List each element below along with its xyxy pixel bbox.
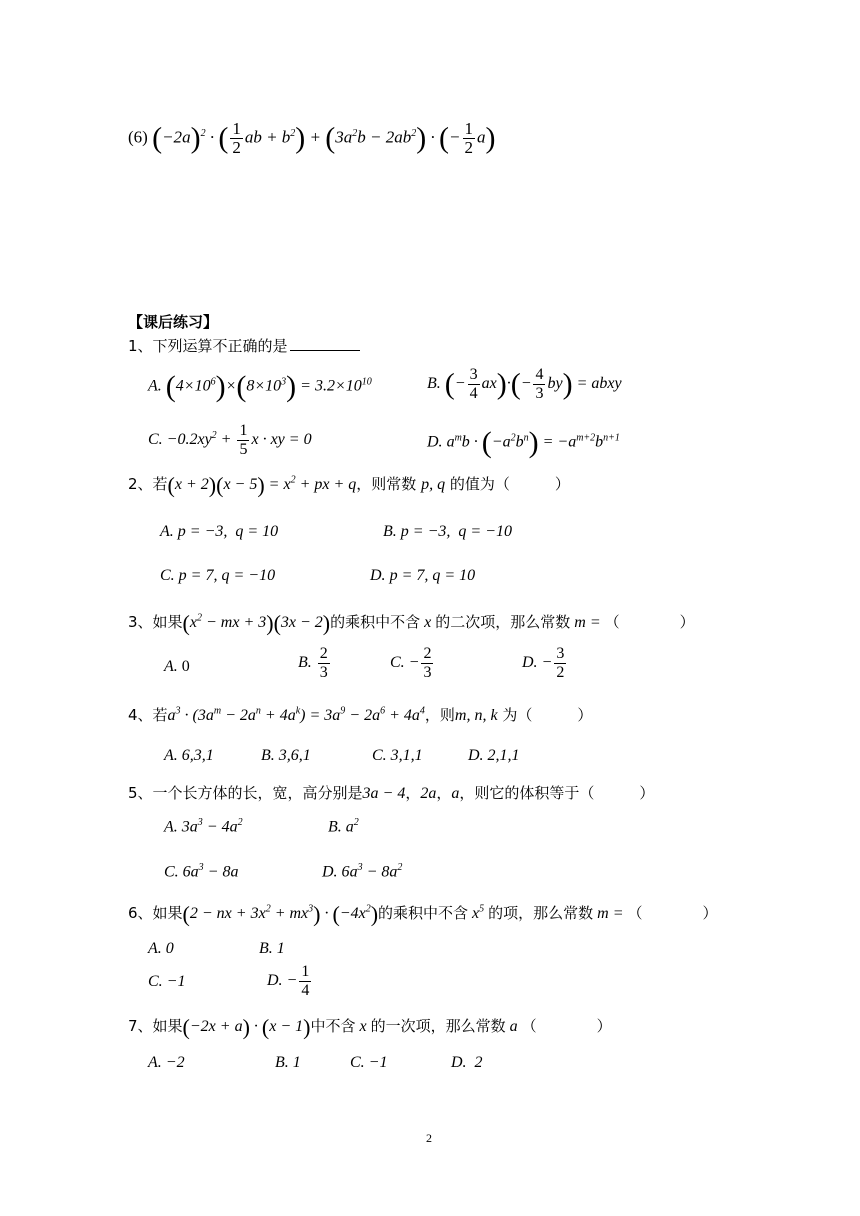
q1-option-c: C. $-0.2xy^2$ + $\frac{1}{5}$ x · xy = 0 [148,422,312,458]
question-6-stem: 6、如果(2 − nx + $3x^2 + mx^3) \cdot (-4x^2)$的乘积中不含 $x^5$ 的项，那么常数 m = （ ） [128,901,718,927]
q7-option-c: C. −1 [350,1054,388,1071]
q7-option-d: D. 2 [451,1054,483,1071]
q3-option-d: D. − $\frac{3}{2}$ [522,645,565,681]
q3-option-a: A. 0 [164,658,190,675]
q3-option-b: B. $\frac{2}{3}$ [298,645,328,681]
q4-option-d: D. 2,1,1 [468,747,520,764]
q5-option-d: D. $6a^3 - 8a^2$ [322,862,403,881]
q2-option-d: D. p = 7, q = 10 [370,567,476,584]
q5-option-c: C. $6a^3 - 8a$ [164,862,239,881]
q5-option-a: A. $3a^3 - 4a^2$ [164,817,243,836]
q1-option-d: D. $a^mb \cdot (-a^2b^n) = -a^{m+2}b^{n+1}$ [427,426,620,459]
q4-option-c: C. 3,1,1 [372,747,423,764]
q4-option-a: A. 6,3,1 [164,747,214,764]
question-7-stem: 7、如果(−2x + a) · (x − 1)中不含 x 的一次项，那么常数 a （ ） [128,1014,612,1040]
q6-option-d: D. − $\frac{1}{4}$ [267,963,310,999]
q4-option-b: B. 3,6,1 [261,747,311,764]
question-4-stem: 4、若$a^3 \cdot (3a^m - 2a^n + 4a^k) = 3a^9 - 2a^6 + 4a^4$，则m, n, k 为（ ） [128,705,593,724]
q2-option-c: C. p = 7, q = −10 [160,567,276,584]
q6-option-b: B. 1 [259,940,285,957]
question-1-stem: 1、下列运算不正确的是 [128,335,360,356]
section-title: 【课后练习】 [128,313,219,331]
q7-option-a: A. −2 [148,1054,185,1071]
question-2-stem: 2、若$(x + 2)(x - 5) = x^2$ + px + q，则常数 p, q 的值为（ ） [128,472,570,498]
answer-blank [290,350,360,351]
q3-option-c: C. − $\frac{2}{3}$ [390,645,432,681]
q6-option-c: C. −1 [148,973,186,990]
q5-option-b: B. $a^2$ [328,817,359,836]
page-number: 2 [426,1131,432,1145]
question-3-stem: 3、如果($x^2$ − mx + 3)(3x − 2)的乘积中不含 x 的二次项，那么常数 m = （ ） [128,610,695,636]
q1-option-b: B. (− $\frac{3}{4}$ ax)·(− $\frac{4}{3}$ by) = abxy [427,366,622,402]
q6-option-a: A. 0 [148,940,174,957]
question-5-stem: 5、一个长方体的长，宽，高分别是3a − 4，2a，a，则它的体积等于（ ） [128,784,655,802]
q7-option-b: B. 1 [275,1054,301,1071]
q1-option-a: A. $(4\times 10^6)\times(8\times 10^3) = 3.2\times 10^{10}$ [148,370,372,403]
problem-6-expression: (6) $(-2a)^2$ · ( $\frac{1}{2}$ ab + $b^2) + (3a^2b - 2ab^2)$ · (− $\frac{1}{2}$ a) [128,119,496,157]
q2-option-a: A. p = −3, q = 10 [160,523,279,540]
q2-option-b: B. p = −3, q = −10 [383,523,512,540]
